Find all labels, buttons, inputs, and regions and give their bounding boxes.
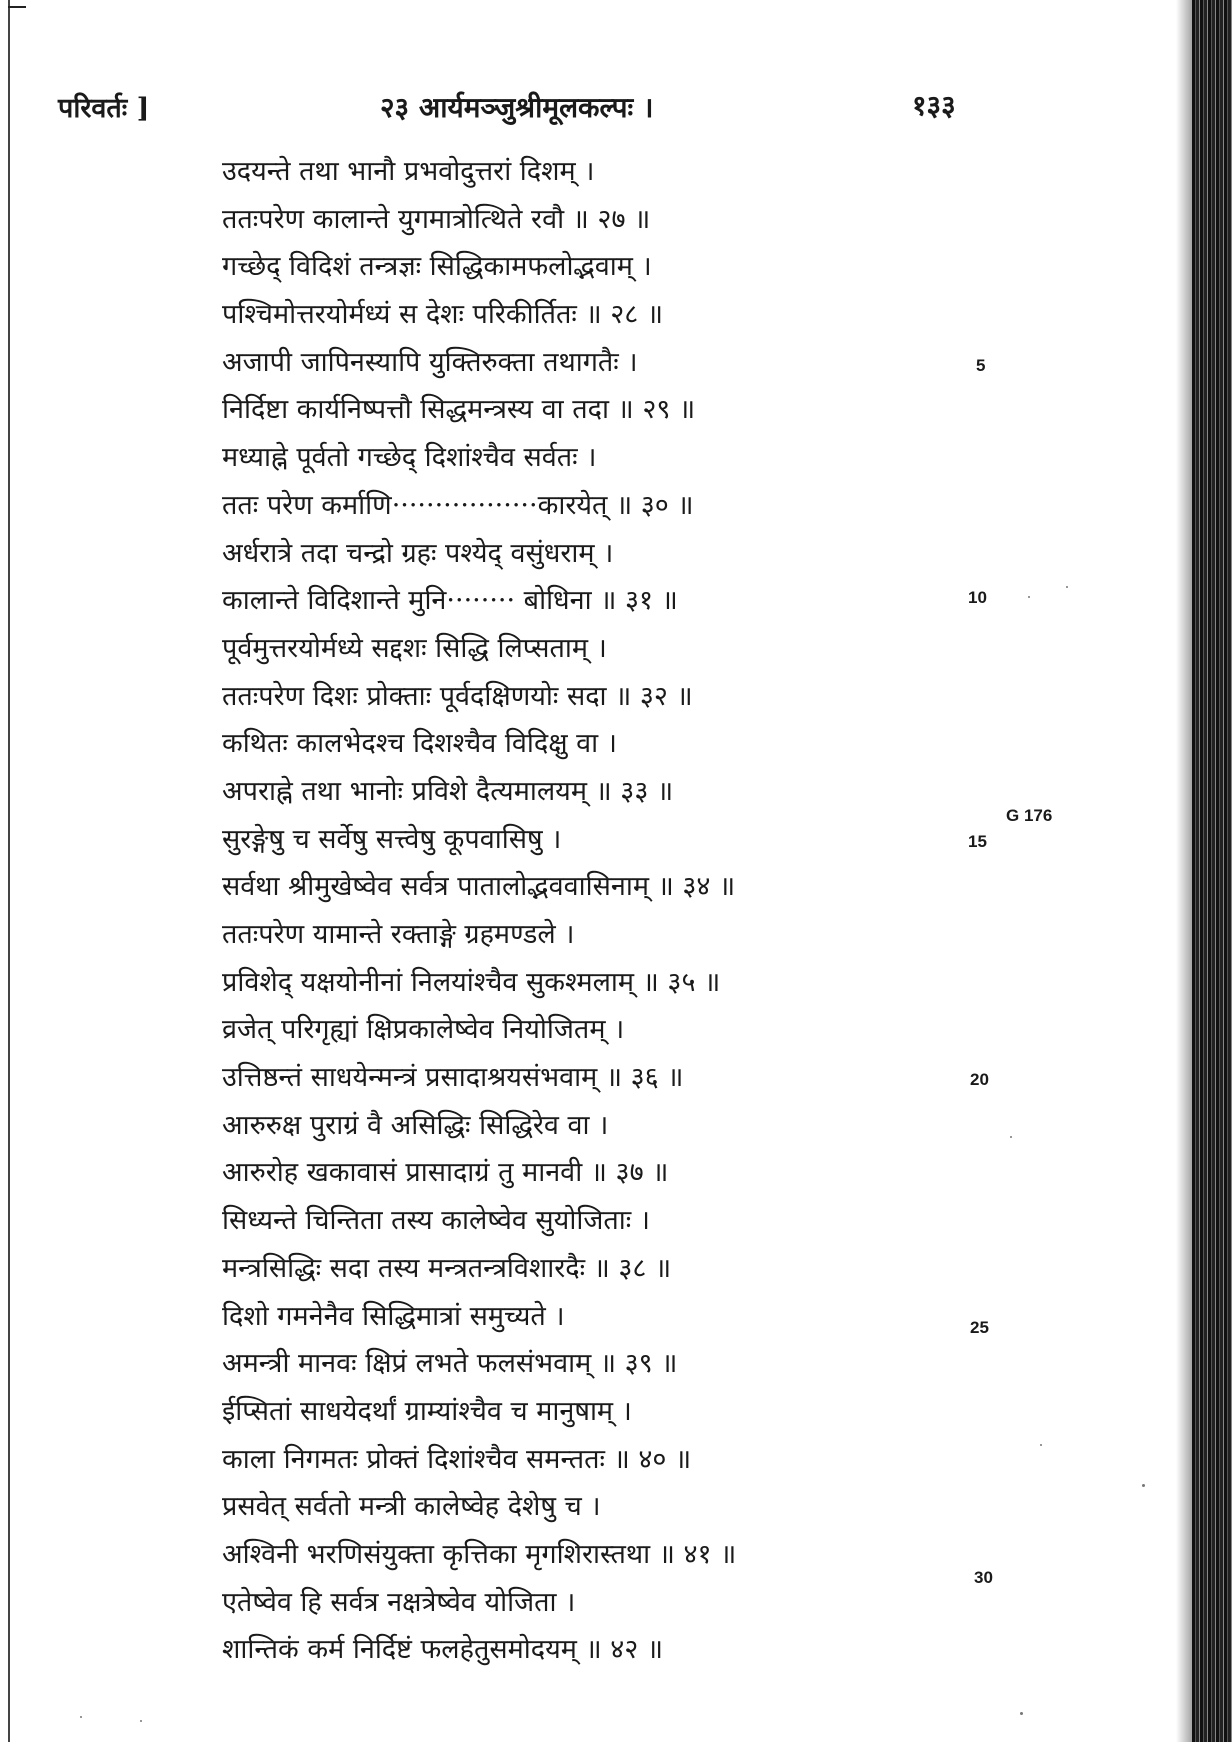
verse-line: उदयन्ते तथा भानौ प्रभवोदुत्तरां दिशम् । — [222, 156, 595, 187]
verse-block — [222, 148, 1102, 1674]
margin-line-number: 30 — [974, 1568, 993, 1587]
marginal-reference-note: G 176 — [1006, 806, 1053, 825]
verse-line: पश्चिमोत्तरयोर्मध्यं स देशः परिकीर्तितः ॥ २८ ॥ — [222, 299, 664, 331]
margin-line-number: 15 — [968, 832, 987, 851]
verse-line: सुरङ्गेषु च सर्वेषु सत्त्वेषु कूपवासिषु । — [222, 823, 562, 855]
margin-line-number: 10 — [968, 588, 987, 607]
verse-line: सिध्यन्ते चिन्तिता तस्य कालेष्वेव सुयोजिताः । — [222, 1205, 651, 1237]
left-margin-rule — [8, 0, 10, 1742]
verse-line: आरुरुक्ष पुराग्रं वै असिद्धिः सिद्धिरेव वा । — [222, 1109, 609, 1141]
verse-line: उत्तिष्ठन्तं साधयेन्मन्त्रं प्रसादाश्रयसंभवाम् ॥ ३६ ॥ — [222, 1062, 684, 1094]
book-spine — [1192, 0, 1232, 1742]
verse-line: आरुरोह खकावासं प्रासादाग्रं तु मानवी ॥ ३७ ॥ — [222, 1157, 669, 1189]
scan-speck — [1040, 1444, 1042, 1446]
scan-speck — [1066, 586, 1068, 588]
verse-line: सर्वथा श्रीमुखेष्वेव सर्वत्र पातालोद्भववासिनाम् ॥ ३४ ॥ — [222, 871, 736, 903]
verse-line: प्रसवेत् सर्वतो मन्त्री कालेष्वेह देशेषु च । — [222, 1491, 601, 1523]
verse-line: काला निगमतः प्रोक्तं दिशांश्चैव समन्ततः ॥ ४० ॥ — [222, 1443, 692, 1475]
margin-line-number: 25 — [970, 1318, 989, 1337]
verse-line: अश्विनी भरणिसंयुक्ता कृत्तिका मृगशिरास्तथा ॥ ४१ ॥ — [222, 1538, 737, 1570]
margin-line-number: 20 — [970, 1070, 989, 1089]
verse-line: ततःपरेण यामान्ते रक्ताङ्गे ग्रहमण्डले । — [222, 919, 575, 950]
scan-speck — [1010, 1136, 1012, 1138]
verse-line: अजापी जापिनस्यापि युक्तिरुक्ता तथागतैः । — [222, 346, 638, 378]
verse-line: अपराह्ने तथा भानोः प्रविशे दैत्यमालयम् ॥ ३३ ॥ — [222, 775, 674, 807]
verse-line: दिशो गमनेनैव सिद्धिमात्रां समुच्यते । — [222, 1300, 565, 1332]
verse-line: निर्दिष्टा कार्यनिष्पत्तौ सिद्धमन्त्रस्य वा तदा ॥ २९ ॥ — [222, 394, 696, 426]
scan-speck — [80, 1716, 82, 1718]
verse-line: ततःपरेण कालान्ते युगमात्रोत्थिते रवौ ॥ २७ ॥ — [222, 203, 651, 235]
verse-line: अमन्त्री मानवः क्षिप्रं लभते फलसंभवाम् ॥ ३९ ॥ — [222, 1348, 678, 1380]
verse-line: व्रजेत् परिगृह्यां क्षिप्रकालेष्वेव नियोजितम् । — [222, 1014, 625, 1046]
verse-line: ततः परेण कर्माणि·················कारयेत् ॥ ३० ॥ — [222, 489, 694, 521]
verse-line: कथितः कालभेदश्च दिशश्चैव विदिक्षु वा । — [222, 728, 617, 760]
scan-speck — [1020, 1712, 1023, 1715]
scan-speck — [1142, 1484, 1145, 1487]
verse-line: मध्याह्ने पूर्वतो गच्छेद् दिशांश्चैव सर्वतः । — [222, 442, 597, 474]
verse-line: कालान्ते विदिशान्ते मुनि········ बोधिना ॥ ३१ ॥ — [222, 585, 678, 617]
verse-line: प्रविशेद् यक्षयोनीनां निलयांश्चैव सुकश्मलाम् ॥ ३५ ॥ — [222, 966, 721, 998]
verse-line: अर्धरात्रे तदा चन्द्रो ग्रहः पश्येद् वसुंधराम् । — [222, 537, 614, 569]
scan-speck — [140, 1720, 142, 1722]
verse-line: मन्त्रसिद्धिः सदा तस्य मन्त्रतन्त्रविशारदैः ॥ ३८ ॥ — [222, 1252, 672, 1284]
verse-line: ईप्सितां साधयेदर्थां ग्राम्यांश्चैव च मानुषाम् । — [222, 1395, 632, 1427]
page-number: १३३ — [912, 89, 956, 122]
verse-line: गच्छेद् विदिशं तन्त्रज्ञः सिद्धिकामफलोद्भवाम् । — [222, 251, 652, 283]
verse-line: पूर्वमुत्तरयोर्मध्ये सद्दशः सिद्धि लिप्सताम् । — [222, 632, 607, 664]
running-header-chapter: परिवर्तः ] — [58, 93, 150, 124]
corner-tick-mark — [8, 6, 26, 8]
scan-speck — [1028, 596, 1030, 598]
verse-line: ततःपरेण दिशः प्रोक्ताः पूर्वदक्षिणयोः सदा ॥ ३२ ॥ — [222, 680, 693, 712]
verse-line: एतेष्वेव हि सर्वत्र नक्षत्रेष्वेव योजिता । — [222, 1586, 576, 1618]
binding-shadow — [1176, 0, 1192, 1742]
margin-line-number: 5 — [976, 356, 986, 375]
running-header-title: २३ आर्यमञ्जुश्रीमूलकल्पः । — [380, 91, 654, 124]
verse-line: शान्तिकं कर्म निर्दिष्टं फलहेतुसमोदयम् ॥ ४२ ॥ — [222, 1634, 664, 1666]
